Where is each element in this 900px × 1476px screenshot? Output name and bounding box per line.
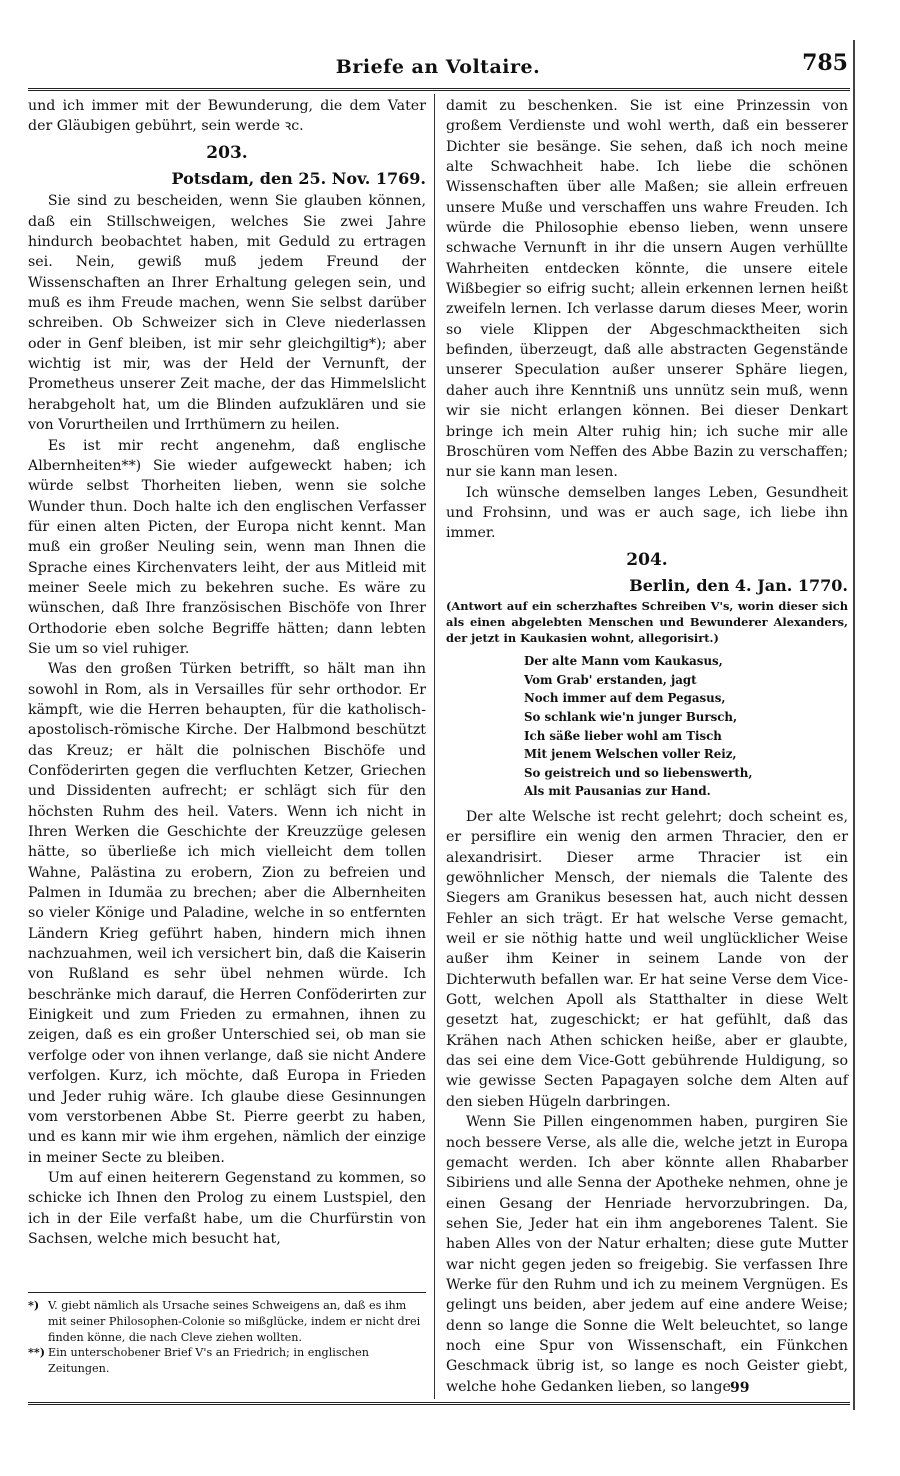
poem xyxy=(524,652,848,801)
dateline-203: Potsdam, den 25. Nov. 1769. xyxy=(171,169,426,189)
running-title: Briefe an Voltaire. xyxy=(335,56,541,78)
poem-line: Ich säße lieber wohl am Tisch xyxy=(524,728,722,743)
footnote-mark: *) xyxy=(28,1298,40,1312)
poem-line: Vom Grab' erstanden, jagt xyxy=(524,672,697,687)
continuation-text: und ich immer mit der Bewunderung, die dem Vater der Gläubigen gebührt, sein werde ꝛc. xyxy=(28,98,426,135)
paragraph: Es ist mir recht angenehm, daß englische Albernheiten**) Sie wieder aufgeweckt haben; ich würde selbst Thorheiten lieben, wenn sie solche Wunder thun. Doch halte ich den englischen Verfasser für einen alten Picten, der Europa nicht kennt. Man muß ein großer Neuling sein, wenn man Ihnen die Sprache eines Kirchenvaters leiht, der aus Mitleid mit meiner Seele mich zu bekehren suche. Es wäre zu wünschen, daß Ihre französischen Bischöfe von Ihrer Orthodorie eben solche Begriffe hätten; dann lebten Sie um so viel ruhiger. xyxy=(28,437,426,657)
poem-line: Der alte Mann vom Kaukasus, xyxy=(524,654,723,669)
paragraph: Ich wünsche demselben langes Leben, Gesundheit und Frohsinn, und was er auch sage, ich liebe ihn immer. xyxy=(446,484,848,542)
paragraph: Sie sind zu bescheiden, wenn Sie glauben können, daß ein Stillschweigen, welches Sie zwei Jahre hindurch beobachtet haben, mit Geduld zu ertragen sei. Nein, gewiß muß jedem Freund der Wissenschaften an Ihrer Erhaltung gelegen sein, und muß es ihm Freude machen, wenn Sie selbst darüber schreiben. Ob Schweizer sich in Cleve niederlassen oder in Genf bleiben, ist mir sehr gleichgiltig*); aber wichtig ist mir, was der Held der Vernunft, der Prometheus unserer Zeit mache, der das Himmelslicht herabgeholt hat, um die Blinden aufzuklären und sie von Vorurtheilen und Irrthümern zu heilen. xyxy=(28,193,426,434)
column-divider xyxy=(434,94,435,1399)
paragraph: Wenn Sie Pillen eingenommen haben, purgiren Sie noch bessere Verse, als alle die, welche jetzt in Europa gemacht werden. Ich aber könnte allen Rhabarber Sibiriens und alle Senna der Apotheke nehmen, ohne je einen Gesang der Henriade hervorzubringen. Da, sehen Sie, Jeder hat ein ihm angeborenes Talent. Sie haben Alles von der Natur erhalten; diese gute Mutter war nicht gegen jeden so freigebig. Sie verfassen Ihre Werke für den Ruhm und ich zu meinem Vergnügen. Es gelingt uns beiden, aber jedem auf eine andere Weise; denn so lange die Sonne die Welt beleuchtet, so lange noch eine Spur von Wissenschaft, ein Fünkchen Geschmack übrig ist, so lange es noch Geister giebt, welche hohe Gedanken lieben, so lange xyxy=(446,1114,848,1395)
poem-line: Als mit Pausanias zur Hand. xyxy=(524,784,711,799)
paragraph: damit zu beschenken. Sie ist eine Prinzessin von großem Verdienste und wohl werth, daß ein besserer Dichter sie besänge. Sie sehen, daß ich noch meine alte Schwachheit habe. Ich liebe die schönen Wissenschaften über alle Maßen; sie allein erfreuen unsere Muße und verschaffen uns wahre Freuden. Ich würde die Philosophie ebenso lieben, wenn unsere schwache Vernunft in ihr die unsern Augen verhüllte Wahrheiten entdecken könnte, die unsere eitele Wißbegier so eifrig sucht; allein erkennen lernen heißt zweifeln lernen. Ich verlasse darum dieses Meer, worin so viele Klippen der Abgeschmacktheiten sich befinden, überzeugt, daß alle abstracten Gegenstände unserer Speculation außer unserer Sphäre liegen, daher auch ihre Kenntniß uns unnütz sein muß, wenn wir sie nicht erlangen können. Bei dieser Denkart bringe ich mein Alter ruhig hin; ich suche mir alle Broschüren vom Neffen des Abbe Bazin zu verschaffen; nur sie kann man lesen. xyxy=(446,98,848,481)
left-column xyxy=(28,96,426,1378)
footnote-text: Ein unterschobener Brief V's an Friedrich; in englischen Zeitungen. xyxy=(48,1346,369,1376)
footer-rule xyxy=(28,1402,850,1405)
paragraph: Der alte Welsche ist recht gelehrt; doch scheint es, er persiflire ein wenig den armen Thracier, den er alexandrisirt. Dieser arme Thracier ist ein gewöhnlicher Mensch, der niemals die Talente des Siegers am Granikus besessen hat, auch nicht dessen Fehler an sich trägt. Er hat welsche Verse gemacht, weil er sie nöthig hatte und weil unglücklicher Weise außer ihm Keiner in seinem Lande von der Dichterwuth befallen war. Er hat seine Verse dem Vice-Gott, welchen Apoll als Statthalter in diese Welt gesetzt hat, zugeschickt; er hat gefühlt, daß das Krähen nach Athen schicken heiße, aber er glaubte, das sei eine dem Vice-Gott gebührende Huldigung, so wie gewisse Secten Papagayen solche dem Alten auf den sieben Hügeln darbringen. xyxy=(446,809,848,1110)
paragraph: Um auf einen heiterern Gegenstand zu kommen, so schicke ich Ihnen den Prolog zu einem Lustspiel, den ich in der Eile verfaßt habe, um die Churfürstin von Sachsen, welche mich besucht hat, xyxy=(28,1169,426,1247)
poem-line: So schlank wie'n junger Bursch, xyxy=(524,710,738,725)
letter-number-204: 204. xyxy=(626,549,668,570)
dateline-204: Berlin, den 4. Jan. 1770. xyxy=(629,575,848,595)
right-column xyxy=(446,96,848,1401)
footnote-mark: **) xyxy=(28,1345,45,1360)
letter-intro-note: (Antwort auf ein scherzhaftes Schreiben V's, worin dieser sich als einen abgelebten Menschen und Bewunderer Alexanders, der jetzt in Kaukasien wohnt, allegorisirt.) xyxy=(446,599,848,646)
footnote xyxy=(28,1298,426,1345)
poem-line: Mit jenem Welschen voller Reiz, xyxy=(524,747,737,762)
signature-mark: 99 xyxy=(730,1380,750,1396)
page-edge-rule xyxy=(853,40,855,1410)
footnote-rule xyxy=(28,1292,426,1293)
poem-line: Noch immer auf dem Pegasus, xyxy=(524,691,726,706)
poem-line: So geistreich und so liebenswerth, xyxy=(524,765,753,780)
footnote xyxy=(28,1345,426,1377)
running-head xyxy=(28,44,848,84)
paragraph: Was den großen Türken betrifft, so hält man ihn sowohl in Rom, als in Versailles für sehr orthodor. Er kämpft, wie die Herren behaupten, für die katholisch-apostolisch-römische Kirche. Der Halbmond beschützt das Kreuz; er hält die polnischen Bischöfe und Conföderirten gegen die verfluchten Ketzer, Griechen und Dissidenten aufrecht; er schlägt sich für den höchsten Ruhm des heil. Vaters. Wenn ich nicht in Ihren Werken die Geschichte der Kreuzzüge gelesen hätte, so überließe ich mich vielleicht dem tollen Wahne, Palästina zu erobern, Zion zu befreien und Palmen in Idumäa zu brechen; aber die Albernheiten so vieler Könige und Paladine, welche in so entfernten Ländern Krieg geführt haben, hindern mich ihnen nachzuahmen, weil ich versichert bin, daß die Kaiserin von Rußland es sehr übel nehmen würde. Ich beschränke mich darauf, die Herren Conföderirten zur Einigkeit und zum Frieden zu ermahnen, ihnen zu zeigen, daß es ein großer Unterschied sei, ob man sie verfolge oder von ihnen verlange, daß sie nicht Andere verfolgen. Kurz, ich möchte, daß Europa in Frieden und Jeder ruhig wäre. Ich glaube diese Gesinnungen vom verstorbenen Abbe St. Pierre geerbt zu haben, und es kann mir wie ihm ergehen, nämlich der einzige in meiner Secte zu bleiben. xyxy=(28,661,426,1166)
footnotes xyxy=(28,1298,426,1377)
letter-number-203: 203. xyxy=(206,142,248,163)
page-number: 785 xyxy=(802,50,848,76)
header-rule xyxy=(28,88,850,91)
footnote-text: V. giebt nämlich als Ursache seines Schweigens an, daß es ihm mit seiner Philosophen-Colonie so mißglücke, indem er nicht drei finden könne, die nach Cleve ziehen wollten. xyxy=(48,1299,421,1344)
